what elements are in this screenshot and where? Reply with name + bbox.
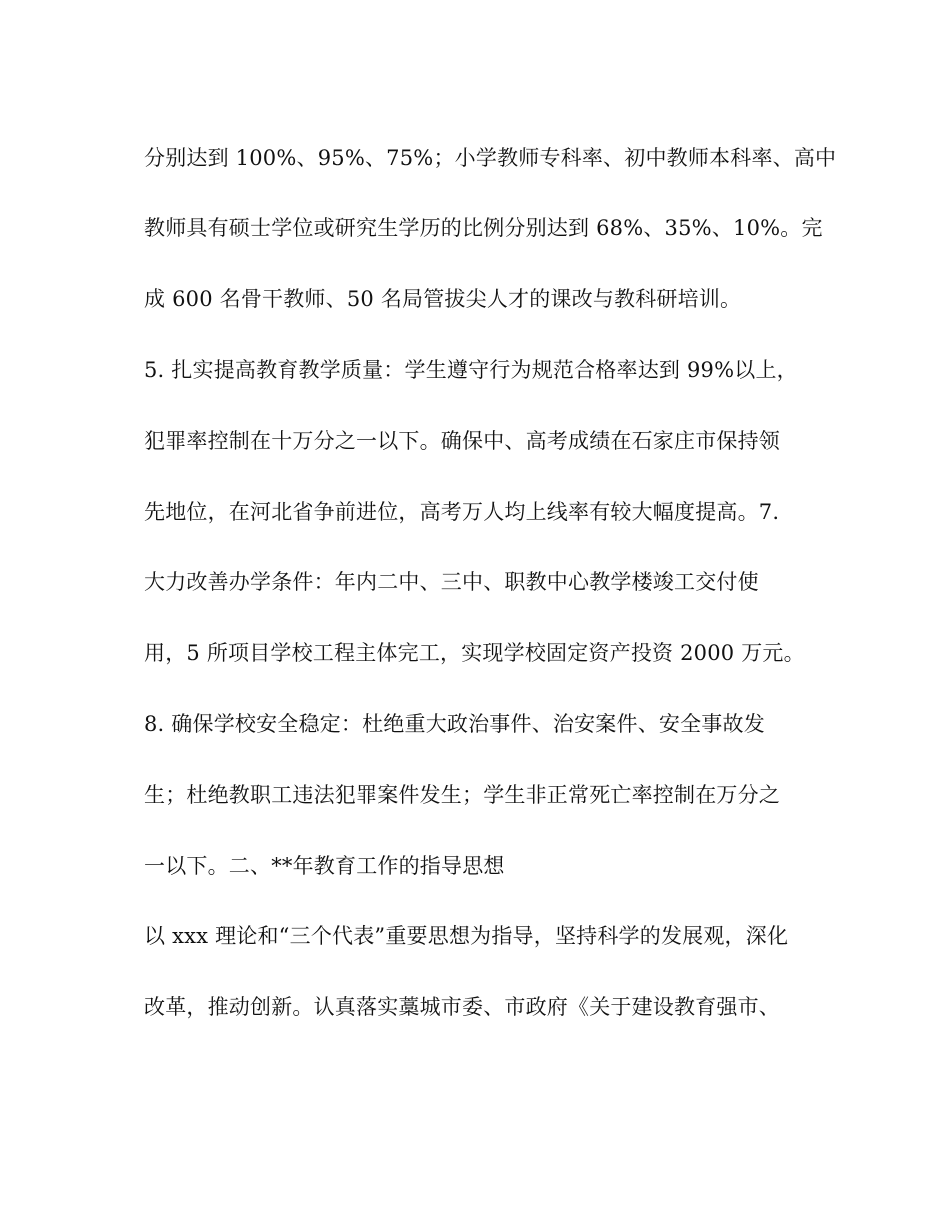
body-text-line: 以 xxx 理论和“三个代表”重要思想为指导，坚持科学的发展观，深化 (144, 924, 789, 948)
body-text-line: 教师具有硕士学位或研究生学历的比例分别达到 68%、35%、10%。完 (144, 216, 823, 240)
body-text-line: 8. 确保学校安全稳定：杜绝重大政治事件、治安案件、安全事故发 (144, 712, 765, 736)
body-text-line: 改革，推动创新。认真落实藁城市委、市政府《关于建设教育强市、 (144, 995, 780, 1019)
body-text-line: 分别达到 100%、95%、75%；小学教师专科率、初中教师本科率、高中 (144, 146, 837, 170)
body-text-line: 大力改善办学条件：年内二中、三中、职教中心教学楼竣工交付使 (144, 570, 759, 594)
body-text-line: 5. 扎实提高教育教学质量：学生遵守行为规范合格率达到 99%以上， (144, 358, 798, 382)
section-heading-line: 一以下。二、**年教育工作的指导思想 (144, 854, 505, 878)
body-text-line: 成 600 名骨干教师、50 名局管拔尖人才的课改与教科研培训。 (144, 287, 742, 311)
body-text-line: 犯罪率控制在十万分之一以下。确保中、高考成绩在石家庄市保持领 (144, 429, 780, 453)
body-text-line: 先地位，在河北省争前进位，高考万人均上线率有较大幅度提高。7. (144, 500, 780, 524)
body-text-line: 生；杜绝教职工违法犯罪案件发生；学生非正常死亡率控制在万分之 (144, 783, 780, 807)
body-text-line: 用，5 所项目学校工程主体完工，实现学校固定资产投资 2000 万元。 (144, 641, 805, 665)
